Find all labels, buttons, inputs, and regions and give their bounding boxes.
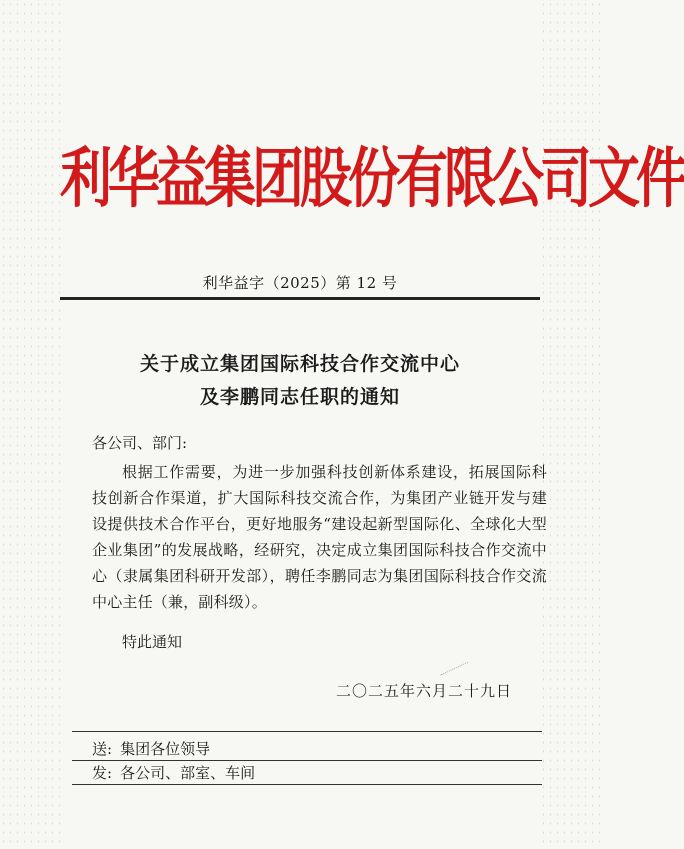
divider-top [72,731,542,732]
document-number: 利华益字（2025）第 12 号 [202,274,398,292]
distribution-from [92,762,255,783]
distribution-to-value: 集团各位领导 [120,740,211,758]
distribution-to [92,738,210,759]
issue-date: 二〇二五年六月二十九日 [335,682,512,700]
distribution-to-label: 送: [92,740,113,758]
scan-noise-right [540,0,600,849]
body-paragraph: 根据工作需要，为进一步加强科技创新体系建设，拓展国际科技创新合作渠道，扩大国际科技交流合作，为集团产业链开发与建设提供技术合作平台，更好地服务“建设起新型国际化、全球化大型企业集团”的发展战略，经研究，决定成立集团国际科技合作交流中心（隶属集团科研开发部），聘任李鹏同志为集团国际科技合作交流中心主任（兼，副科级）。 [92,463,547,611]
notice-title-line-1: 关于成立集团国际科技合作交流中心 [139,353,460,375]
distribution-from-value: 各公司、部室、车间 [120,764,256,782]
divider-middle [72,760,542,761]
notice-title-line-2: 及李鹏同志任职的通知 [199,386,400,408]
salutation: 各公司、部门: [92,434,188,452]
header-divider [60,297,540,300]
divider-bottom [72,784,542,785]
notice-title [0,348,600,414]
scan-noise-left [0,0,60,849]
letterhead-title: 利华益集团股份有限公司文件 [60,141,684,217]
closing-line: 特此通知 [122,633,183,651]
pen-mark [440,662,469,679]
distribution-from-label: 发: [92,764,113,782]
